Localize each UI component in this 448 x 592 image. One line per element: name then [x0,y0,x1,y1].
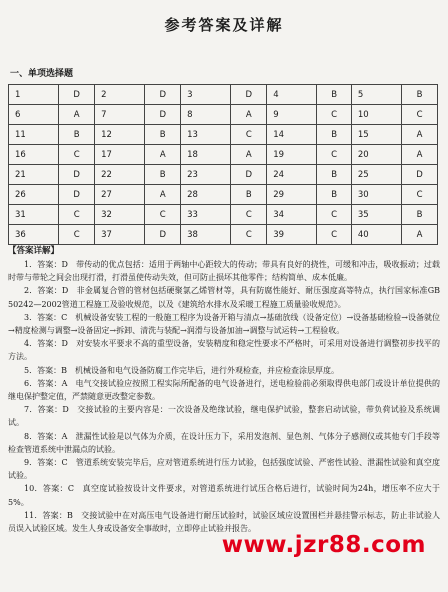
answer-table [8,84,438,245]
answer-letter: B [231,185,267,205]
table-row [9,85,438,105]
question-number: 28 [181,185,231,205]
answer-letter: D [231,85,267,105]
answer-letter: C [231,225,267,245]
question-number: 20 [351,145,401,165]
answer-explanation: 3．答案：C 机械设备安装工程的一般施工程序为设备开箱与清点→基础放线（设备定位）→设备基础检验→设备就位→精度检测与调整→设备固定→拆卸、清洗与装配→润滑与设备加油→调整与试运转→工程验收。 [8,312,440,336]
question-number: 30 [351,185,401,205]
answer-explanation: 7．答案：D 交接试验的主要内容是：一次设备及绝缘试验，继电保护试验，整套启动试验，带负荷试验及系统调试。 [8,405,440,428]
question-number: 6 [9,105,59,125]
section-heading: 一、单项选择题 [10,69,74,79]
answer-letter: A [231,145,267,165]
answer-letter: B [317,85,351,105]
table-row [9,145,438,165]
answer-letter: D [145,225,181,245]
answer-letter: A [145,185,181,205]
question-number: 29 [267,185,317,205]
table-row [9,125,438,145]
question-number: 9 [267,105,317,125]
answer-letter: B [402,85,438,105]
table-row [9,105,438,125]
question-number: 18 [181,145,231,165]
answer-letter: B [145,165,181,185]
question-number: 25 [351,165,401,185]
question-number: 22 [95,165,145,185]
question-number: 32 [95,205,145,225]
table-row [9,225,438,245]
answer-letter: A [231,105,267,125]
answer-letter: C [317,225,351,245]
question-number: 31 [9,205,59,225]
question-number: 19 [267,145,317,165]
answer-explanation: 5．答案：B 机械设备和电气设备防腐工作完毕后，进行外观检查，并应检查涂层厚度。 [24,365,339,375]
answer-letter: D [145,85,181,105]
question-number: 8 [181,105,231,125]
question-number: 34 [267,205,317,225]
watermark-text: www.jzr88.com [221,532,426,558]
answer-explanation: 11．答案：B 交接试验中在对高压电气设备进行耐压试验时，试验区域应设置围栏并悬挂警示标志，防止非试验人员误入试验区域。发生人身或设备安全事故时，立即停止试验并报告。 [8,510,440,534]
answer-letter: C [317,205,351,225]
answer-letter: C [317,105,351,125]
question-number: 21 [9,165,59,185]
detail-heading: 【答案详解】 [8,246,60,256]
question-number: 27 [95,185,145,205]
answer-explanation: 2．答案：D 非金属复合管的管材包括硬聚氯乙烯管材等，具有防腐性能好、耐压强度高等特点，执行国家标准GB 50242—2002管道工程施工及验收规范，以及《建筑给水排水及采暖工程施工质量验收规范》。 [8,286,440,309]
question-number: 5 [351,85,401,105]
question-number: 26 [9,185,59,205]
question-number: 12 [95,125,145,145]
answer-letter: B [317,125,351,145]
answer-letter: D [59,185,95,205]
question-number: 14 [267,125,317,145]
answer-letter: B [59,125,95,145]
question-number: 16 [9,145,59,165]
answer-letter: D [59,85,95,105]
answer-letter: C [59,205,95,225]
question-number: 37 [95,225,145,245]
question-number: 24 [267,165,317,185]
question-number: 10 [351,105,401,125]
answer-explanation: 8．答案：A 泄漏性试验是以气体为介质，在设计压力下，采用发泡剂、显色剂、气体分子感测仪或其他专门手段等检查管道系统中泄漏点的试验。 [8,431,440,454]
question-number: 3 [181,85,231,105]
question-number: 11 [9,125,59,145]
answer-letter: C [59,145,95,165]
answer-explanation: 9．答案：C 管道系统安装完毕后，应对管道系统进行压力试验，包括强度试验、严密性试验、泄漏性试验和真空度试验。 [8,458,440,481]
page-title: 参考答案及详解 [164,16,284,34]
answer-letter: C [402,105,438,125]
answer-letter: B [317,165,351,185]
table-row [9,185,438,205]
question-number: 4 [267,85,317,105]
question-number: 13 [181,125,231,145]
question-number: 2 [95,85,145,105]
answer-letter: D [402,165,438,185]
answer-letter: A [402,145,438,165]
question-number: 40 [351,225,401,245]
answer-explanation: 1．答案：D 带传动的优点包括：适用于两轴中心距较大的传动；带具有良好的挠性，可缓和冲击，吸收振动；过载时带与带轮之间会出现打滑，打滑虽使传动失效，但可防止损坏其他零件；结构简单、成本低廉。 [8,260,440,283]
answer-letter: D [59,165,95,185]
question-number: 7 [95,105,145,125]
table-row [9,205,438,225]
question-number: 1 [9,85,59,105]
question-number: 15 [351,125,401,145]
question-number: 23 [181,165,231,185]
question-number: 17 [95,145,145,165]
answer-details [8,258,440,535]
answer-letter: A [145,145,181,165]
answer-letter: C [59,225,95,245]
answer-explanation: 6．答案：A 电气交接试验应按照工程实际所配备的电气设备进行，送电检验前必须取得供电部门或设计单位提供的继电保护整定值，严禁随意更改整定参数。 [8,378,440,402]
answer-letter: D [231,165,267,185]
question-number: 38 [181,225,231,245]
answer-letter: B [145,125,181,145]
question-number: 36 [9,225,59,245]
question-number: 33 [181,205,231,225]
answer-letter: A [402,225,438,245]
table-row [9,165,438,185]
answer-letter: B [402,205,438,225]
question-number: 35 [351,205,401,225]
answer-explanation: 10．答案：C 真空度试验按设计文件要求，对管道系统进行试压合格后进行，试验时间为24h，增压率不应大于5%。 [8,484,440,507]
answer-letter: A [402,125,438,145]
answer-letter: C [231,205,267,225]
answer-letter: C [402,185,438,205]
answer-letter: A [59,105,95,125]
answer-letter: D [145,105,181,125]
answer-letter: C [231,125,267,145]
answer-letter: B [317,185,351,205]
answer-explanation: 4．答案：D 对安装水平要求不高的重型设备，安装精度和稳定性要求不严格时，可采用对设备进行调整初步找平的方法。 [8,339,440,362]
question-number: 39 [267,225,317,245]
answer-letter: C [317,145,351,165]
answer-letter: C [145,205,181,225]
